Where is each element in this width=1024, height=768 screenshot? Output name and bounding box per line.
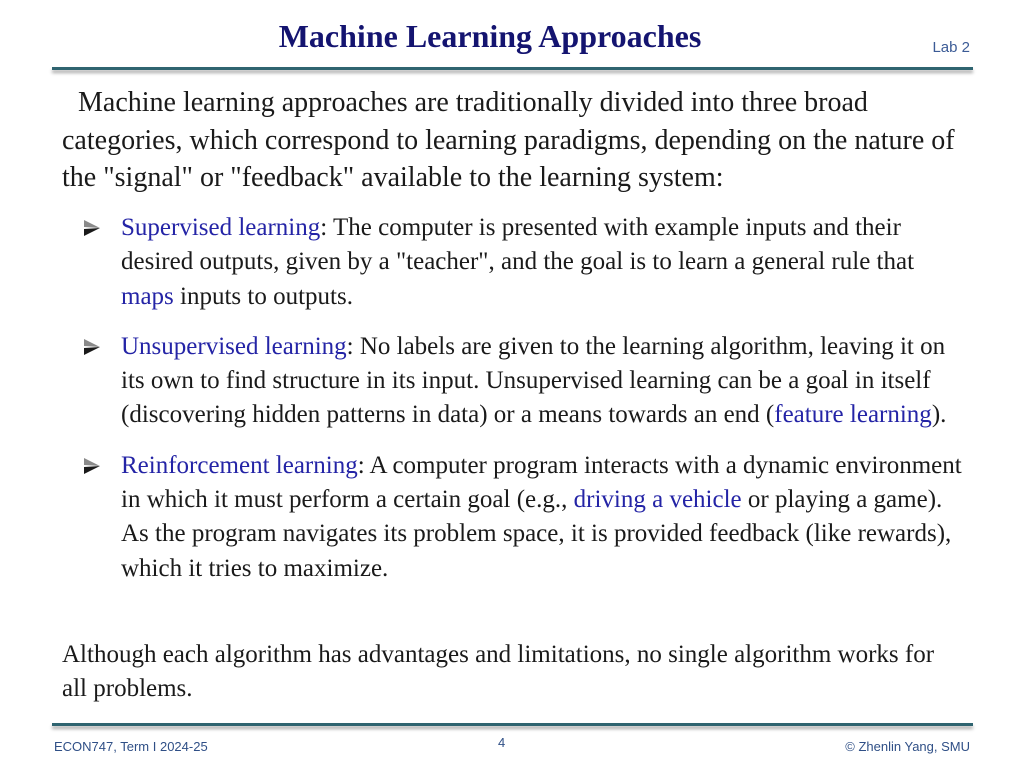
bullet-text: : No labels are given to the learning algorithm, leaving it on its own to find structure in its input. Unsupervised learning can be a goal in itself (discovering hidden patterns in data) or a means towards an end ( [121, 332, 946, 429]
arrow-bullet-icon [82, 458, 100, 474]
arrow-bullet-icon [82, 339, 100, 355]
bullet-item-supervised [82, 211, 972, 314]
bullet-term[interactable]: Supervised learning [121, 214, 321, 241]
bullet-link[interactable]: feature learning [774, 401, 932, 429]
header-divider [52, 67, 973, 70]
bullet-term[interactable]: Reinforcement learning [121, 451, 358, 479]
closing-paragraph: Although each algorithm has advantages and limitations, no single algorithm works for all problems. [62, 641, 935, 703]
intro-paragraph: Machine learning approaches are traditionally divided into three broad categories, which correspond to learning paradigms, depending on the nature of the "signal" or "feedback" available to the learning system: [62, 87, 955, 193]
bullet-link[interactable]: maps [121, 282, 174, 310]
bullet-item-reinforcement [82, 449, 972, 586]
bullet-text: : A computer program interacts with a dynamic environment in which it must perform a certain goal (e.g., [121, 451, 962, 514]
bullet-item-unsupervised [82, 330, 972, 433]
footer-copyright: © Zhenlin Yang, SMU [845, 739, 970, 754]
slide-title: Machine Learning Approaches [278, 18, 702, 54]
bullet-text: : The computer is presented with example inputs and their desired outputs, given by a "teacher", and the goal is to learn a general rule that [121, 214, 915, 276]
lab-tag: Lab 2 [932, 39, 970, 56]
bullet-text: inputs to outputs. [173, 282, 353, 310]
bullet-text: or playing a game). As the program navigates its problem space, it is provided feedback (like rewards), which it tries to maximize. [121, 486, 952, 582]
page-number: 4 [498, 735, 506, 750]
bullet-link[interactable]: driving a vehicle [573, 486, 742, 514]
footer-divider [52, 723, 973, 726]
bullet-list [82, 211, 972, 586]
footer-course: ECON747, Term I 2024-25 [54, 739, 208, 754]
arrow-bullet-icon [82, 220, 100, 236]
bullet-text: ). [931, 401, 947, 429]
bullet-term[interactable]: Unsupervised learning [121, 332, 347, 360]
